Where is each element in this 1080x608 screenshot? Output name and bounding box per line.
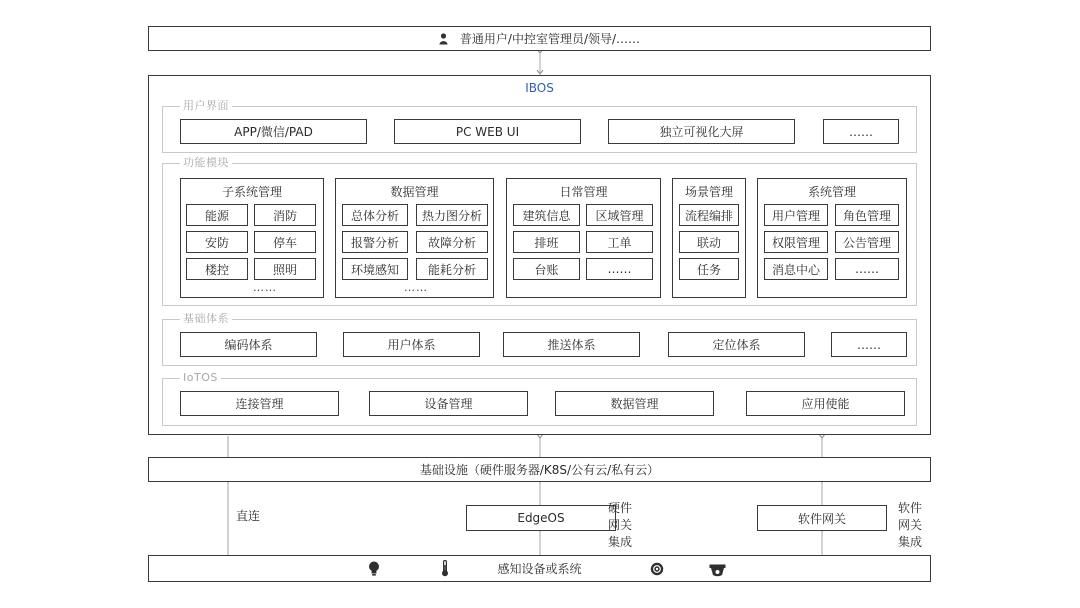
base-push: 推送体系	[503, 332, 640, 357]
module-scene-title: 场景管理	[684, 185, 733, 199]
cell-task: 任务	[679, 258, 739, 280]
cell-area-management: 区域管理	[586, 204, 653, 226]
thermometer-icon	[441, 560, 449, 581]
ibos-title: IBOS	[525, 81, 554, 95]
module-subsystem-more: ……	[253, 281, 277, 294]
direct-connect-label: 直连	[236, 509, 261, 523]
module-subsystem-title: 子系统管理	[221, 185, 282, 199]
cell-user-management: 用户管理	[764, 204, 828, 226]
cell-ledger: 台账	[513, 258, 580, 280]
hardware-gateway-line-2: 网关	[608, 518, 633, 532]
edgeos-box: EdgeOS	[466, 505, 616, 531]
cell-environment-sensing: 环境感知	[342, 258, 408, 280]
sensing-devices-bar	[148, 555, 931, 582]
base-system-label: 基础体系	[180, 313, 232, 325]
cell-notice-management: 公告管理	[835, 231, 899, 253]
module-daily	[506, 178, 661, 298]
cell-daily-more: ……	[586, 258, 653, 280]
user-interface-label: 用户界面	[180, 100, 232, 112]
cell-lighting: 照明	[254, 258, 316, 280]
cell-heatmap-analysis: 热力图分析	[416, 204, 488, 226]
cell-role-management: 角色管理	[835, 204, 899, 226]
cell-fire: 消防	[254, 204, 316, 226]
module-subsystem	[180, 178, 324, 298]
ui-app-wechat-pad: APP/微信/PAD	[180, 119, 367, 144]
bulb-icon	[368, 561, 380, 580]
module-system	[757, 178, 907, 298]
iotos-device: 设备管理	[369, 391, 528, 416]
base-positioning: 定位体系	[668, 332, 805, 357]
base-more: ……	[831, 332, 907, 357]
iotos-app-enable: 应用使能	[746, 391, 905, 416]
cell-energy: 能源	[186, 204, 248, 226]
cell-linkage: 联动	[679, 231, 739, 253]
module-system-title: 系统管理	[807, 185, 856, 199]
module-scene	[672, 178, 746, 298]
iotos-connection: 连接管理	[180, 391, 339, 416]
cell-scheduling: 排班	[513, 231, 580, 253]
cell-building-control: 楼控	[186, 258, 248, 280]
cell-permission-management: 权限管理	[764, 231, 828, 253]
ui-pc-web: PC WEB UI	[394, 119, 581, 144]
cell-energy-analysis: 能耗分析	[416, 258, 488, 280]
module-data-more: ……	[404, 281, 428, 294]
module-data-title: 数据管理	[390, 185, 439, 199]
module-daily-title: 日常管理	[559, 185, 608, 199]
base-user: 用户体系	[343, 332, 480, 357]
function-modules-label: 功能模块	[180, 157, 232, 169]
ui-more: ……	[823, 119, 899, 144]
iotos-label: IoTOS	[180, 372, 221, 384]
software-gateway-line-3: 集成	[898, 535, 923, 549]
cell-security: 安防	[186, 231, 248, 253]
sensing-devices-text: 感知设备或系统	[497, 562, 582, 576]
module-data	[335, 178, 494, 298]
software-gateway-line-2: 网关	[898, 518, 923, 532]
cell-flow-orchestration: 流程编排	[679, 204, 739, 226]
cell-overall-analysis: 总体分析	[342, 204, 408, 226]
sensor-icon	[650, 561, 664, 580]
ui-big-screen: 独立可视化大屏	[608, 119, 795, 144]
cell-alarm-analysis: 报警分析	[342, 231, 408, 253]
software-gateway-label	[898, 500, 922, 551]
software-gateway-line-1: 软件	[898, 501, 923, 515]
camera-icon	[709, 562, 726, 581]
hardware-gateway-line-3: 集成	[608, 535, 633, 549]
cell-fault-analysis: 故障分析	[416, 231, 488, 253]
hardware-gateway-line-1: 硬件	[608, 501, 633, 515]
cell-building-info: 建筑信息	[513, 204, 580, 226]
software-gateway-box: 软件网关	[757, 505, 887, 531]
cell-message-center: 消息中心	[764, 258, 828, 280]
hardware-gateway-label	[608, 500, 632, 551]
cell-system-more: ……	[835, 258, 899, 280]
cell-work-order: 工单	[586, 231, 653, 253]
user-icon	[439, 33, 448, 45]
user-roles-text: 普通用户/中控室管理员/领导/……	[459, 32, 641, 46]
infrastructure-bar: 基础设施（硬件服务器/K8S/公有云/私有云）	[148, 457, 931, 482]
user-roles-bar	[148, 26, 931, 51]
iotos-data: 数据管理	[555, 391, 714, 416]
base-coding: 编码体系	[180, 332, 317, 357]
cell-parking: 停车	[254, 231, 316, 253]
